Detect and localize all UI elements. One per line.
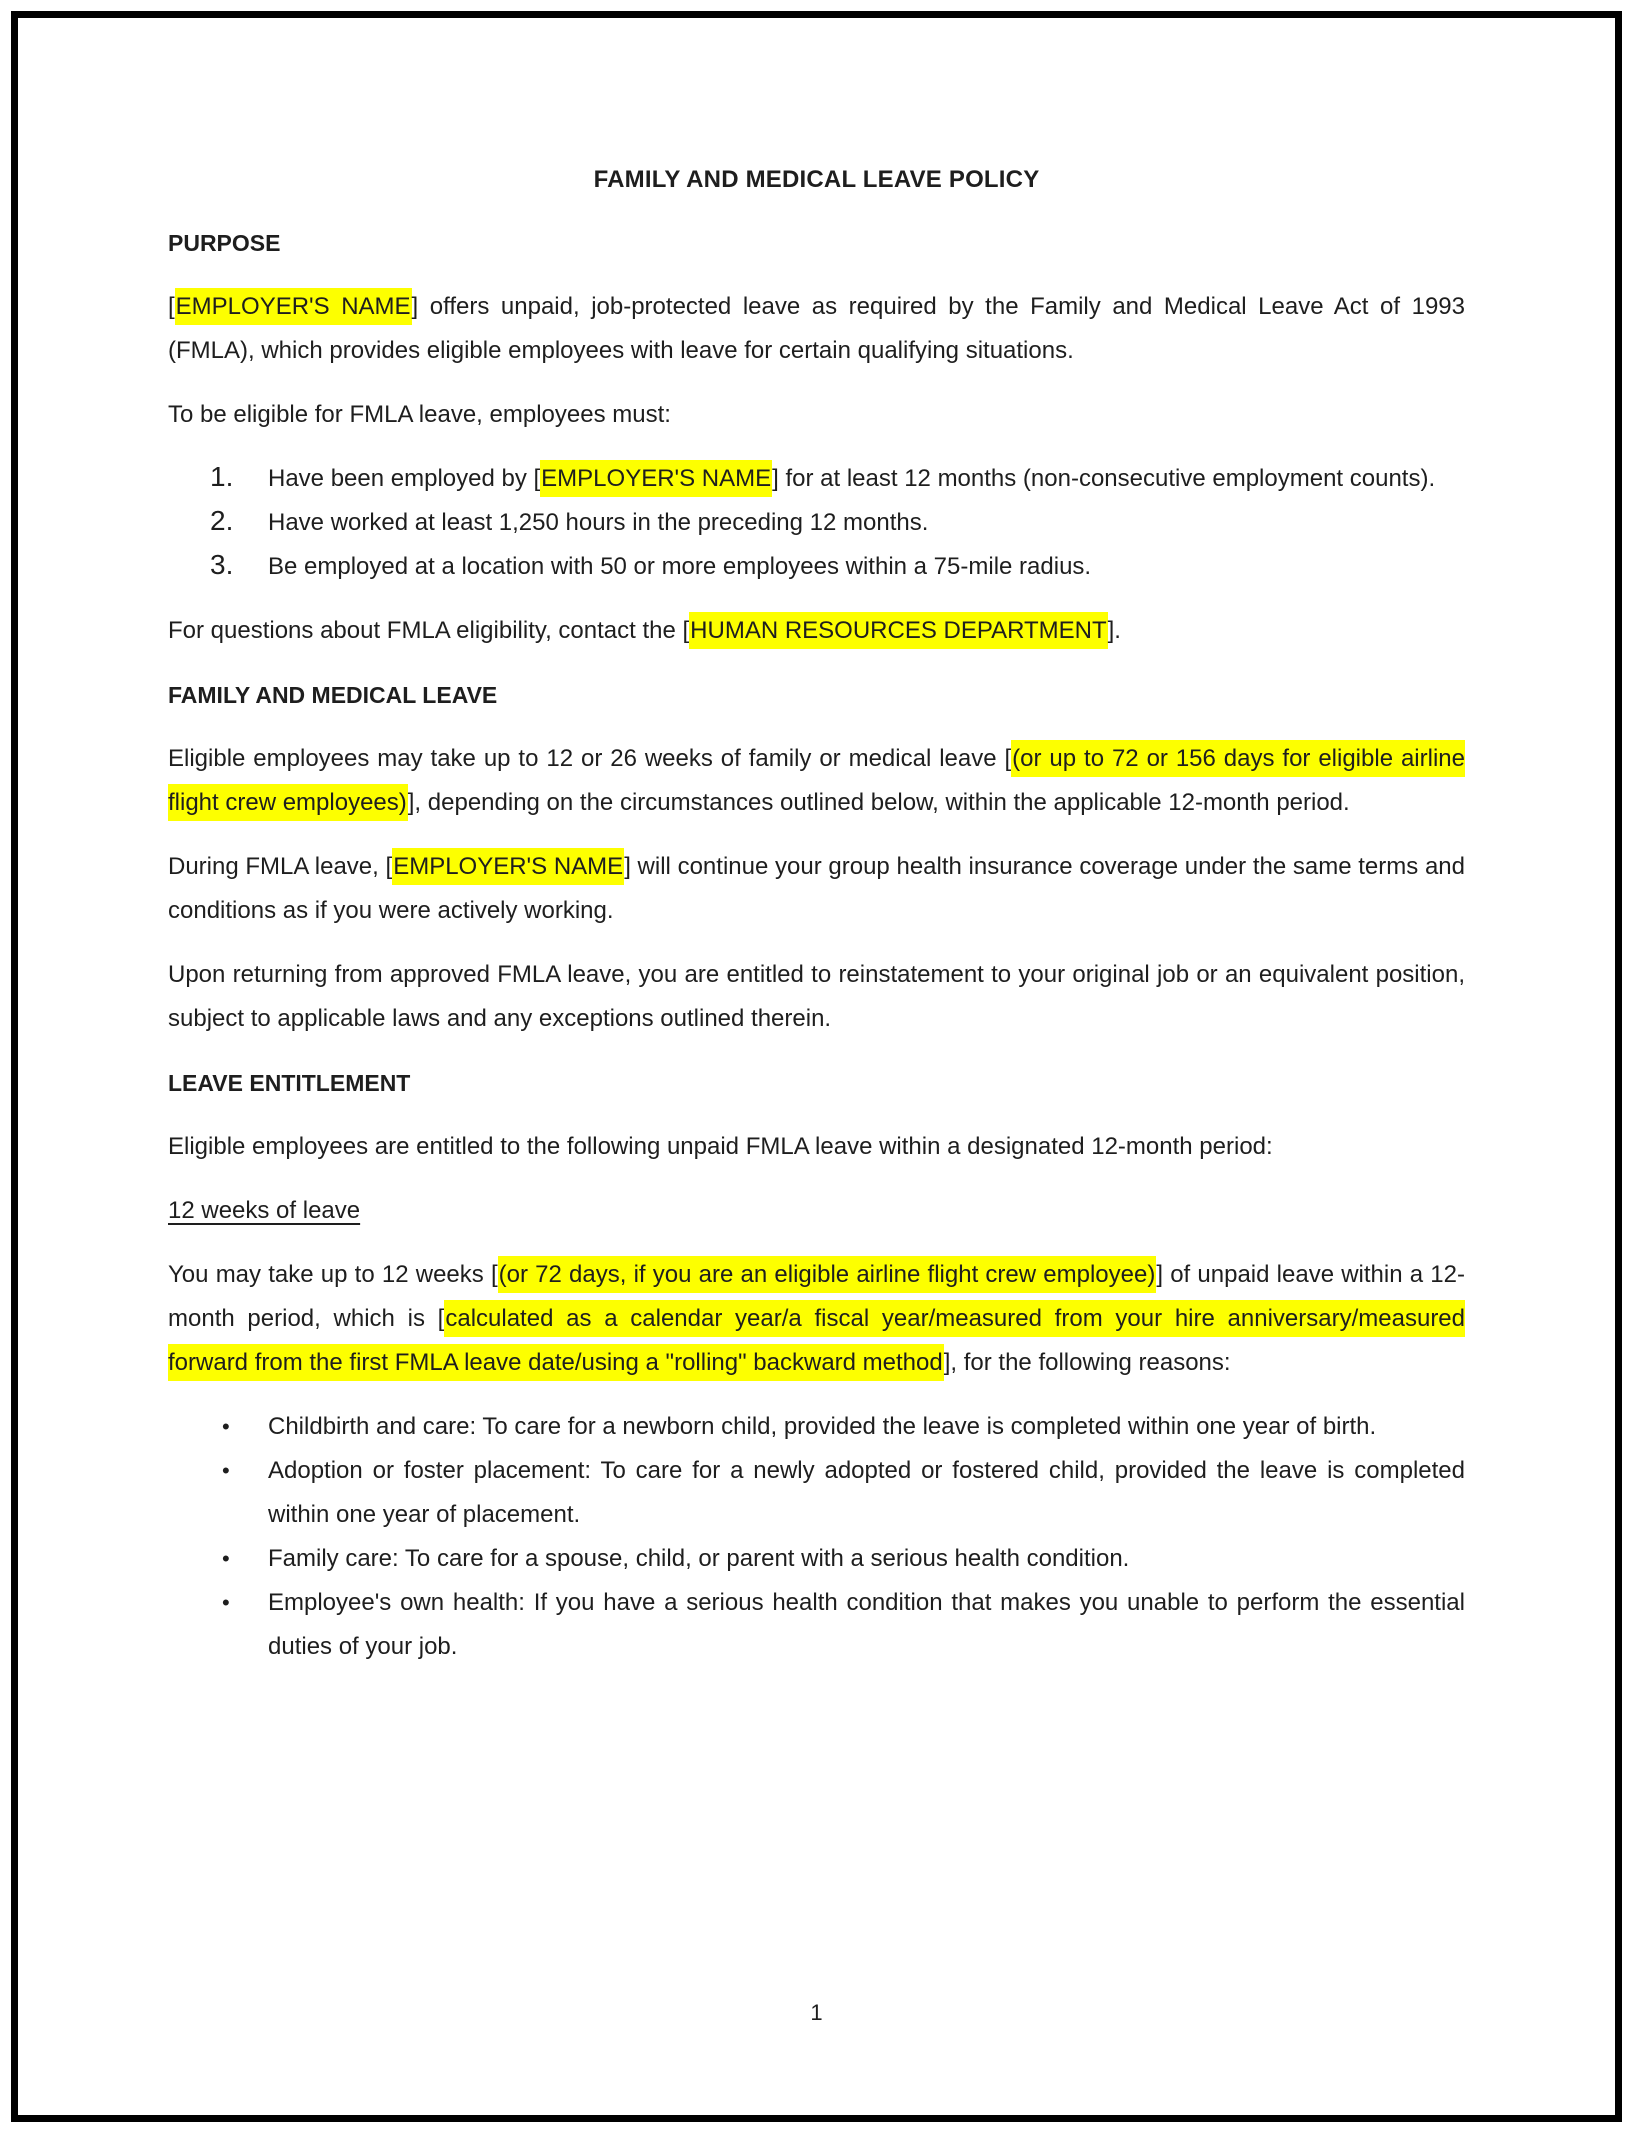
page-title: FAMILY AND MEDICAL LEAVE POLICY bbox=[593, 166, 1040, 193]
text-segment: Upon returning from approved FMLA leave, you are entitled to reinstatement to your original job or an equivalent position, subject to applicable laws and any exceptions outlined therein. bbox=[168, 961, 1465, 1032]
reasons-list bbox=[168, 1405, 1465, 1669]
text-segment: [ bbox=[168, 293, 175, 320]
highlight-airline-crew-days: (or up to 72 or 156 days for eligible airline flight crew employees) bbox=[168, 740, 1465, 821]
section-heading-family-medical-leave: FAMILY AND MEDICAL LEAVE bbox=[168, 682, 498, 708]
document-content bbox=[168, 158, 1465, 1689]
text-segment: For questions about FMLA eligibility, contact the [ bbox=[168, 617, 690, 644]
list-item bbox=[168, 545, 1465, 589]
section-heading-leave-entitlement: LEAVE ENTITLEMENT bbox=[168, 1070, 411, 1096]
insurance-paragraph bbox=[168, 845, 1465, 933]
underlined-text: 12 weeks of leave bbox=[168, 1197, 361, 1224]
highlight-calculation-method: calculated as a calendar year/a fiscal year/measured from your hire anniversary/measured forward from the first FMLA leave date/using a "rolling" backward method bbox=[168, 1300, 1465, 1381]
bullet-icon: • bbox=[222, 1546, 230, 1571]
bullet-icon: • bbox=[222, 1414, 230, 1439]
text-segment: Family care: To care for a spouse, child, or parent with a serious health condition. bbox=[268, 1545, 1130, 1572]
list-item bbox=[168, 501, 1465, 545]
list-item bbox=[168, 1537, 1465, 1581]
list-number: 2. bbox=[210, 505, 234, 536]
text-segment: ] of unpaid leave within a 12-month period, which is [ bbox=[168, 1261, 1465, 1332]
list-number: 3. bbox=[210, 549, 234, 580]
text-segment: ] will continue your group health insurance coverage under the same terms and conditions as if you were actively working. bbox=[168, 853, 1465, 924]
text-segment: Adoption or foster placement: To care for a newly adopted or fostered child, provided the leave is completed within one year of placement. bbox=[268, 1457, 1465, 1528]
subheading-12-weeks bbox=[168, 1189, 1465, 1233]
text-segment: ], for the following reasons: bbox=[943, 1349, 1231, 1376]
highlight-employer-name: EMPLOYER'S NAME bbox=[175, 288, 412, 325]
text-segment: During FMLA leave, [ bbox=[168, 853, 393, 880]
list-item bbox=[168, 457, 1465, 501]
purpose-intro-paragraph bbox=[168, 285, 1465, 373]
bullet-icon: • bbox=[222, 1590, 230, 1615]
highlight-employer-name: EMPLOYER'S NAME bbox=[392, 848, 624, 885]
eligibility-lead: To be eligible for FMLA leave, employees must: bbox=[168, 401, 671, 428]
text-segment: You may take up to 12 weeks [ bbox=[168, 1261, 498, 1288]
highlight-hr-department: HUMAN RESOURCES DEPARTMENT bbox=[689, 612, 1107, 649]
list-item bbox=[168, 1405, 1465, 1449]
section-heading-purpose: PURPOSE bbox=[168, 230, 281, 256]
text-segment: Have been employed by [ bbox=[268, 465, 541, 492]
list-item bbox=[168, 1581, 1465, 1669]
highlight-airline-crew-option: (or 72 days, if you are an eligible airline flight crew employee) bbox=[498, 1256, 1157, 1293]
highlight-employer-name: EMPLOYER'S NAME bbox=[540, 460, 772, 497]
contact-paragraph bbox=[168, 609, 1465, 653]
text-segment: ], depending on the circumstances outlined below, within the applicable 12-month period. bbox=[407, 789, 1350, 816]
list-item bbox=[168, 1449, 1465, 1537]
text-segment: Have worked at least 1,250 hours in the preceding 12 months. bbox=[268, 509, 929, 536]
text-segment: ] offers unpaid, job-protected leave as required by the Family and Medical Leave Act of 1993 (FMLA), which provides eligible employees with leave for certain qualifying situations. bbox=[168, 293, 1465, 364]
text-segment: ] for at least 12 months (non-consecutive employment counts). bbox=[772, 465, 1436, 492]
text-segment: ]. bbox=[1107, 617, 1121, 644]
list-number: 1. bbox=[210, 461, 234, 492]
text-segment: Childbirth and care: To care for a newborn child, provided the leave is completed within one year of birth. bbox=[268, 1413, 1377, 1440]
eligibility-list bbox=[168, 457, 1465, 589]
text-segment: Eligible employees may take up to 12 or 26 weeks of family or medical leave [ bbox=[168, 745, 1012, 772]
calculation-paragraph bbox=[168, 1253, 1465, 1385]
reinstatement-paragraph bbox=[168, 953, 1465, 1041]
page-number: 1 bbox=[810, 2000, 823, 2025]
weeks-paragraph bbox=[168, 737, 1465, 825]
text-segment: Be employed at a location with 50 or more employees within a 75-mile radius. bbox=[268, 553, 1092, 580]
entitlement-intro-paragraph: Eligible employees are entitled to the following unpaid FMLA leave within a designated 12-month period: bbox=[168, 1133, 1273, 1160]
text-segment: Employee's own health: If you have a serious health condition that makes you unable to perform the essential duties of your job. bbox=[268, 1589, 1465, 1660]
bullet-icon: • bbox=[222, 1458, 230, 1483]
